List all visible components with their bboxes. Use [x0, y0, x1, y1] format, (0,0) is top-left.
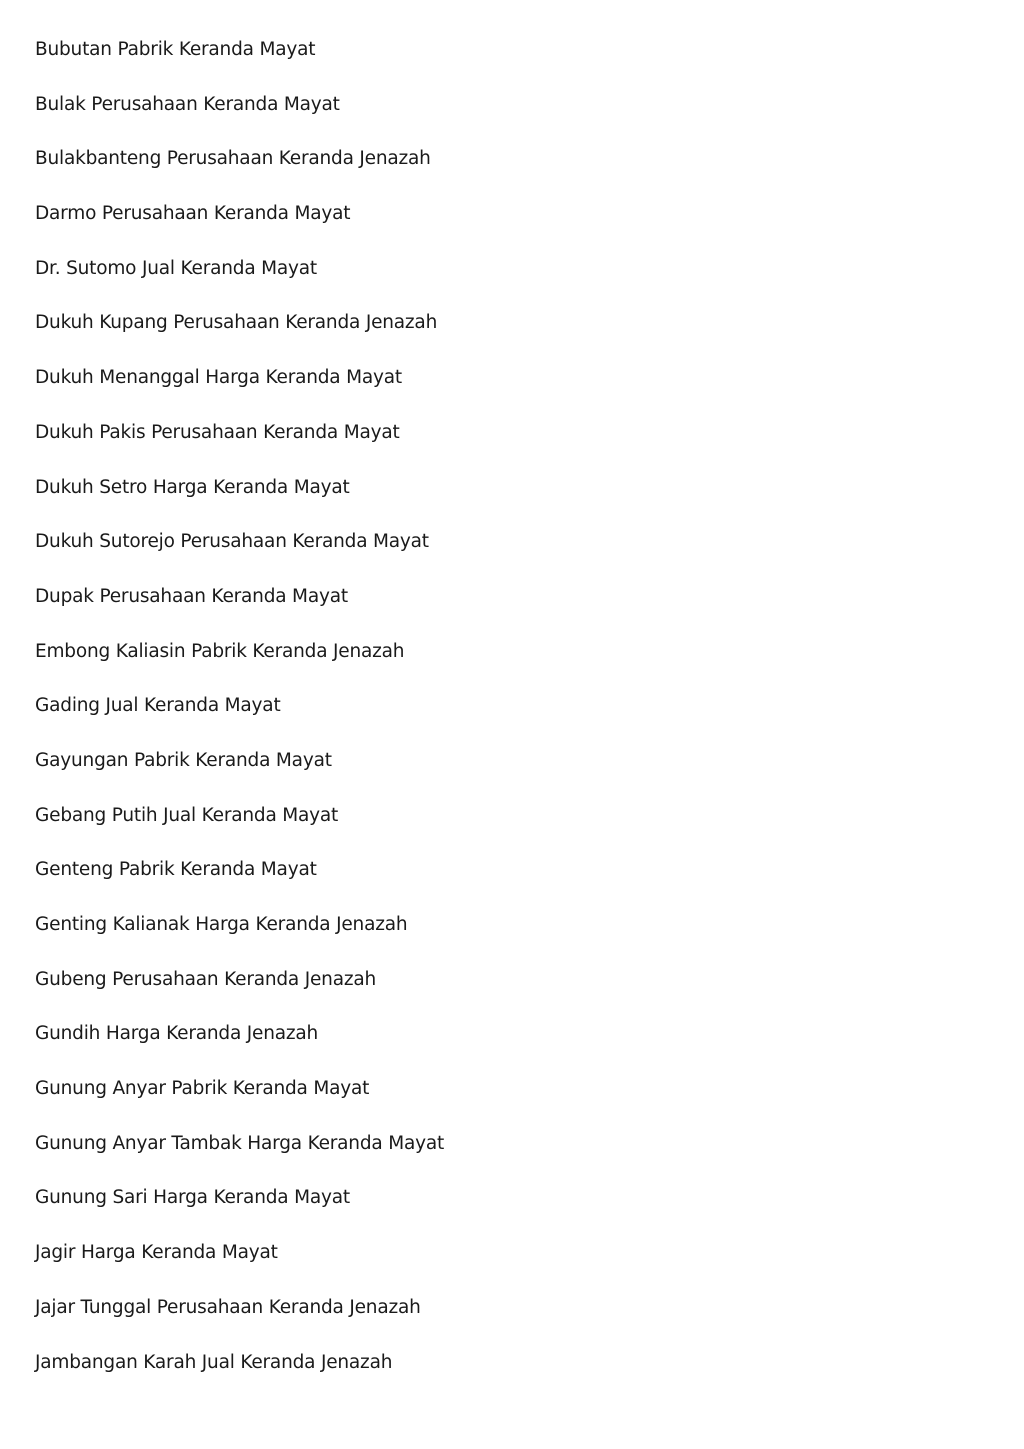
location-link[interactable]: Gebang Putih Jual Keranda Mayat — [35, 804, 339, 826]
list-item — [35, 310, 444, 365]
list-item — [35, 748, 444, 803]
list-item — [35, 256, 444, 311]
location-link[interactable]: Jagir Harga Keranda Mayat — [35, 1242, 278, 1264]
list-item — [35, 1131, 444, 1186]
location-link[interactable]: Gunung Sari Harga Keranda Mayat — [35, 1187, 350, 1209]
location-link[interactable]: Genting Kalianak Harga Keranda Jenazah — [35, 914, 408, 935]
list-item — [35, 857, 444, 912]
location-link[interactable]: Gayungan Pabrik Keranda Mayat — [35, 749, 332, 771]
location-link[interactable]: Gundih Harga Keranda Jenazah — [35, 1023, 319, 1045]
location-link[interactable]: Embong Kaliasin Pabrik Keranda Jenazah — [35, 640, 405, 662]
list-item — [35, 475, 444, 530]
location-link-list — [35, 37, 444, 1404]
location-link[interactable]: Dukuh Kupang Perusahaan Keranda Jenazah — [35, 312, 438, 334]
location-link[interactable]: Gubeng Perusahaan Keranda Jenazah — [35, 968, 377, 990]
location-link[interactable]: Darmo Perusahaan Keranda Mayat — [35, 203, 351, 225]
list-item — [35, 1295, 444, 1350]
location-link[interactable]: Dukuh Menanggal Harga Keranda Mayat — [35, 367, 402, 389]
location-link[interactable]: Dupak Perusahaan Keranda Mayat — [35, 585, 348, 607]
location-link[interactable]: Bulakbanteng Perusahaan Keranda Jenazah — [35, 148, 431, 170]
list-item — [35, 1021, 444, 1076]
list-item — [35, 803, 444, 858]
list-item — [35, 1185, 444, 1240]
list-item — [35, 639, 444, 694]
location-link[interactable]: Jajar Tunggal Perusahaan Keranda Jenazah — [35, 1296, 421, 1318]
list-item — [35, 693, 444, 748]
list-item — [35, 1350, 444, 1405]
list-item — [35, 420, 444, 475]
list-item — [35, 1240, 444, 1295]
location-link[interactable]: Jambangan Karah Jual Keranda Jenazah — [35, 1351, 393, 1373]
list-item — [35, 584, 444, 639]
location-link[interactable]: Dukuh Sutorejo Perusahaan Keranda Mayat — [35, 531, 429, 553]
location-link[interactable]: Dukuh Pakis Perusahaan Keranda Mayat — [35, 421, 400, 443]
location-link[interactable]: Bubutan Pabrik Keranda Mayat — [35, 39, 316, 60]
location-link[interactable]: Gunung Anyar Pabrik Keranda Mayat — [35, 1078, 370, 1100]
list-item — [35, 37, 444, 92]
location-link[interactable]: Gunung Anyar Tambak Harga Keranda Mayat — [35, 1132, 445, 1154]
location-link[interactable]: Bulak Perusahaan Keranda Mayat — [35, 93, 340, 115]
location-link[interactable]: Genteng Pabrik Keranda Mayat — [35, 859, 317, 881]
list-item — [35, 365, 444, 420]
location-link[interactable]: Dukuh Setro Harga Keranda Mayat — [35, 476, 350, 498]
list-item — [35, 529, 444, 584]
list-item — [35, 201, 444, 256]
location-link[interactable]: Gading Jual Keranda Mayat — [35, 695, 281, 717]
list-item — [35, 1076, 444, 1131]
list-item — [35, 967, 444, 1022]
list-item — [35, 912, 444, 967]
list-item — [35, 92, 444, 147]
list-item — [35, 146, 444, 201]
location-link[interactable]: Dr. Sutomo Jual Keranda Mayat — [35, 257, 317, 279]
